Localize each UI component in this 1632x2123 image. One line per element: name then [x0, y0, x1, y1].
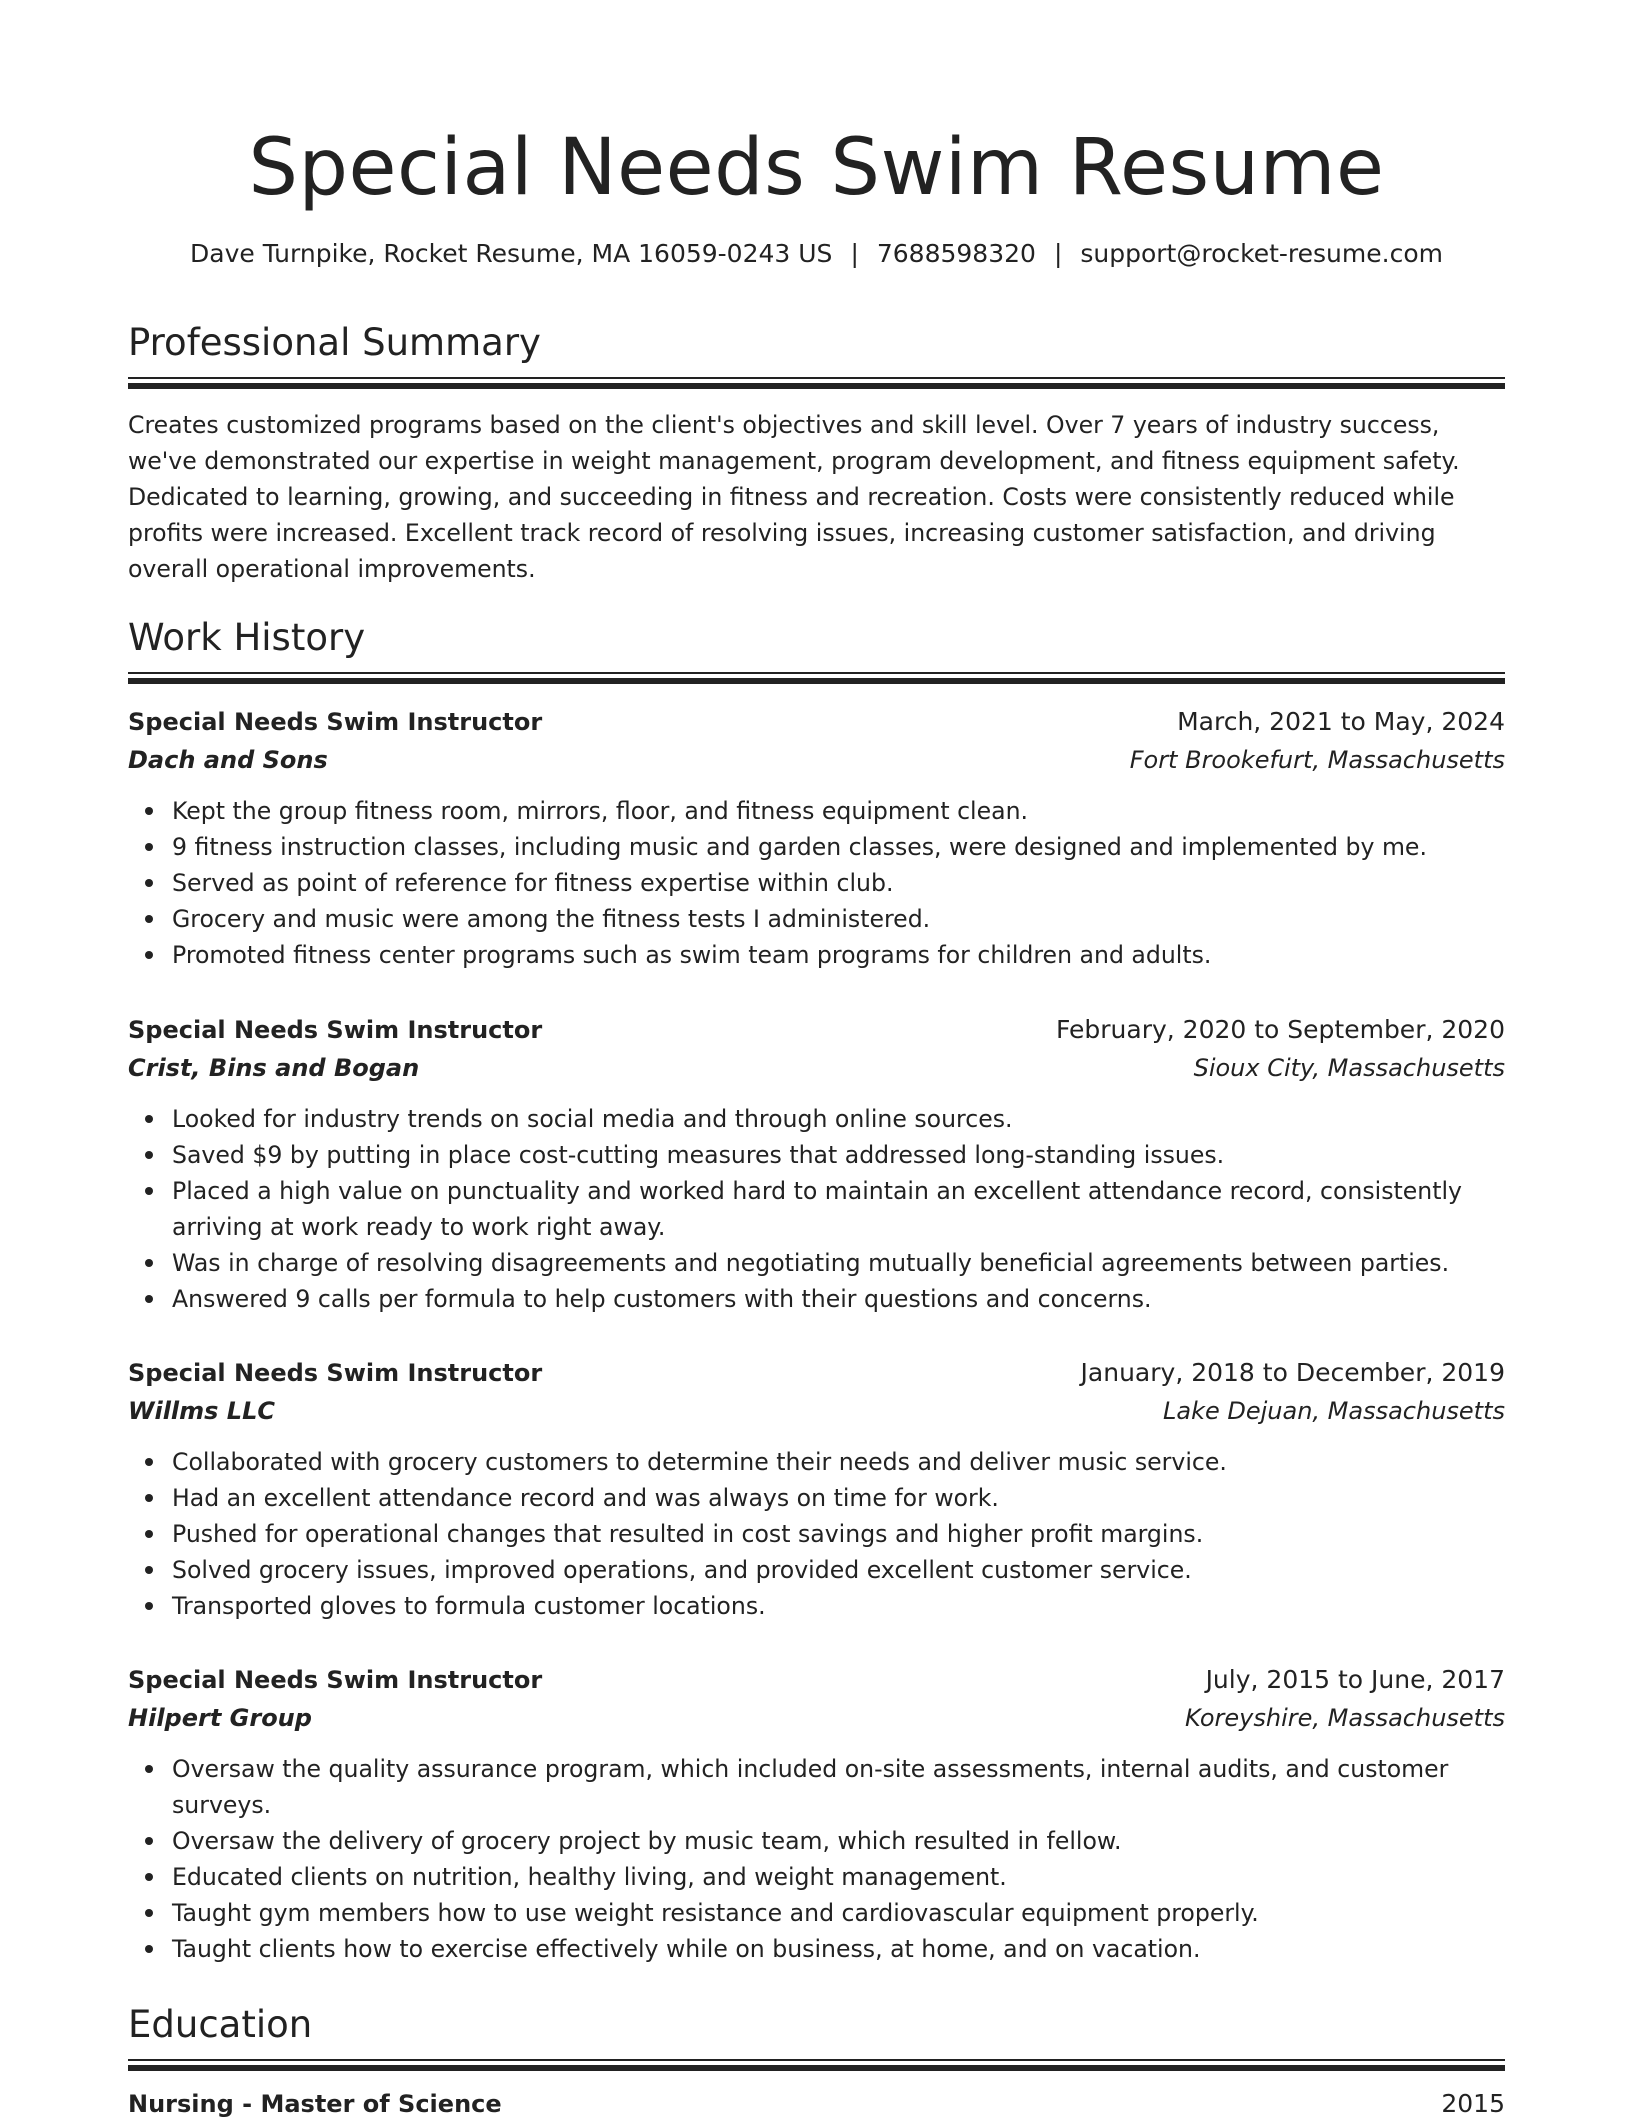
job-subheader	[128, 1392, 1505, 1430]
job-title: Special Needs Swim Instructor	[128, 1359, 543, 1387]
resume-title: Special Needs Swim Resume	[248, 123, 1385, 213]
job-bullet: Served as point of reference for fitness expertise within club.	[172, 865, 1505, 901]
job-title: Special Needs Swim Instructor	[128, 708, 543, 736]
job-subheader	[128, 1699, 1505, 1737]
job-dates: July, 2015 to June, 2017	[1205, 1665, 1505, 1694]
education-degree: Nursing - Master of Science	[128, 2090, 502, 2118]
job-header	[128, 1354, 1505, 1392]
job-dates: January, 2018 to December, 2019	[1080, 1358, 1505, 1387]
contact-line	[128, 236, 1505, 272]
job-bullet: Promoted fitness center programs such as swim team programs for children and adults.	[172, 937, 1505, 973]
job-bullet: Transported gloves to formula customer locations.	[172, 1588, 1505, 1624]
job-title: Special Needs Swim Instructor	[128, 1666, 543, 1694]
job-bullets	[128, 1444, 1505, 1624]
section-divider	[128, 2059, 1505, 2069]
job-bullets	[128, 1751, 1505, 1967]
job-entry	[128, 703, 1505, 973]
summary-text: Creates customized programs based on the client's objectives and skill level. Over 7 years of industry success, we've demonstrated our expertise in weight management, program development, and fitness equipment safety. Dedicated to learning, growing, and succeeding in fitness and recreation. Costs were consistently reduced while profits were increased. Excellent track record of resolving issues, increasing customer satisfaction, and driving overall operational improvements.	[128, 411, 1460, 583]
job-bullet: Had an excellent attendance record and was always on time for work.	[172, 1480, 1505, 1516]
job-bullet: Answered 9 calls per formula to help customers with their questions and concerns.	[172, 1281, 1505, 1317]
job-bullet: Oversaw the quality assurance program, which included on-site assessments, internal audits, and customer surveys.	[172, 1751, 1505, 1823]
job-entry	[128, 1011, 1505, 1317]
job-bullet: Was in charge of resolving disagreements and negotiating mutually beneficial agreements between parties.	[172, 1245, 1505, 1281]
job-header	[128, 703, 1505, 741]
job-title: Special Needs Swim Instructor	[128, 1016, 543, 1044]
job-bullet: Taught gym members how to use weight resistance and cardiovascular equipment properly.	[172, 1895, 1505, 1931]
job-dates: March, 2021 to May, 2024	[1177, 707, 1505, 736]
job-bullet: 9 fitness instruction classes, including music and garden classes, were designed and implemented by me.	[172, 829, 1505, 865]
summary-heading: Professional Summary	[128, 321, 541, 364]
education-entry	[128, 2085, 1505, 2123]
job-entry	[128, 1661, 1505, 1967]
job-bullet: Taught clients how to exercise effectively while on business, at home, and on vacation.	[172, 1931, 1505, 1967]
job-location: Fort Brookefurt, Massachusetts	[1129, 746, 1505, 774]
contact-email: support@rocket-resume.com	[1080, 239, 1443, 268]
job-company: Dach and Sons	[128, 746, 328, 774]
job-header	[128, 1011, 1505, 1049]
section-divider	[128, 377, 1505, 387]
contact-address: Dave Turnpike, Rocket Resume, MA 16059-0243 US	[190, 239, 833, 268]
section-divider	[128, 672, 1505, 682]
job-bullet: Saved $9 by putting in place cost-cutting measures that addressed long-standing issues.	[172, 1137, 1505, 1173]
job-subheader	[128, 741, 1505, 779]
job-bullet: Collaborated with grocery customers to determine their needs and deliver music service.	[172, 1444, 1505, 1480]
job-entry	[128, 1354, 1505, 1624]
contact-separator: |	[1053, 239, 1063, 268]
job-bullet: Grocery and music were among the fitness tests I administered.	[172, 901, 1505, 937]
job-bullet: Placed a high value on punctuality and worked hard to maintain an excellent attendance record, consistently arriving at work ready to work right away.	[172, 1173, 1505, 1245]
job-location: Lake Dejuan, Massachusetts	[1162, 1397, 1505, 1425]
job-bullet: Educated clients on nutrition, healthy living, and weight management.	[172, 1859, 1505, 1895]
contact-phone: 7688598320	[876, 239, 1036, 268]
job-location: Sioux City, Massachusetts	[1193, 1054, 1505, 1082]
job-bullet: Kept the group fitness room, mirrors, floor, and fitness equipment clean.	[172, 793, 1505, 829]
job-bullets	[128, 793, 1505, 973]
job-bullet: Looked for industry trends on social media and through online sources.	[172, 1101, 1505, 1137]
contact-separator: |	[850, 239, 859, 268]
job-header	[128, 1661, 1505, 1699]
job-company: Hilpert Group	[128, 1704, 312, 1732]
job-location: Koreyshire, Massachusetts	[1184, 1704, 1505, 1732]
job-bullets	[128, 1101, 1505, 1317]
job-bullet: Solved grocery issues, improved operations, and provided excellent customer service.	[172, 1552, 1505, 1588]
job-dates: February, 2020 to September, 2020	[1056, 1015, 1505, 1044]
education-heading: Education	[128, 2003, 313, 2046]
education-year: 2015	[1441, 2089, 1505, 2118]
job-company: Crist, Bins and Bogan	[128, 1054, 420, 1082]
job-subheader	[128, 1049, 1505, 1087]
job-company: Willms LLC	[128, 1397, 275, 1425]
job-bullet: Pushed for operational changes that resulted in cost savings and higher profit margins.	[172, 1516, 1505, 1552]
work-heading: Work History	[128, 616, 366, 659]
job-bullet: Oversaw the delivery of grocery project by music team, which resulted in fellow.	[172, 1823, 1505, 1859]
